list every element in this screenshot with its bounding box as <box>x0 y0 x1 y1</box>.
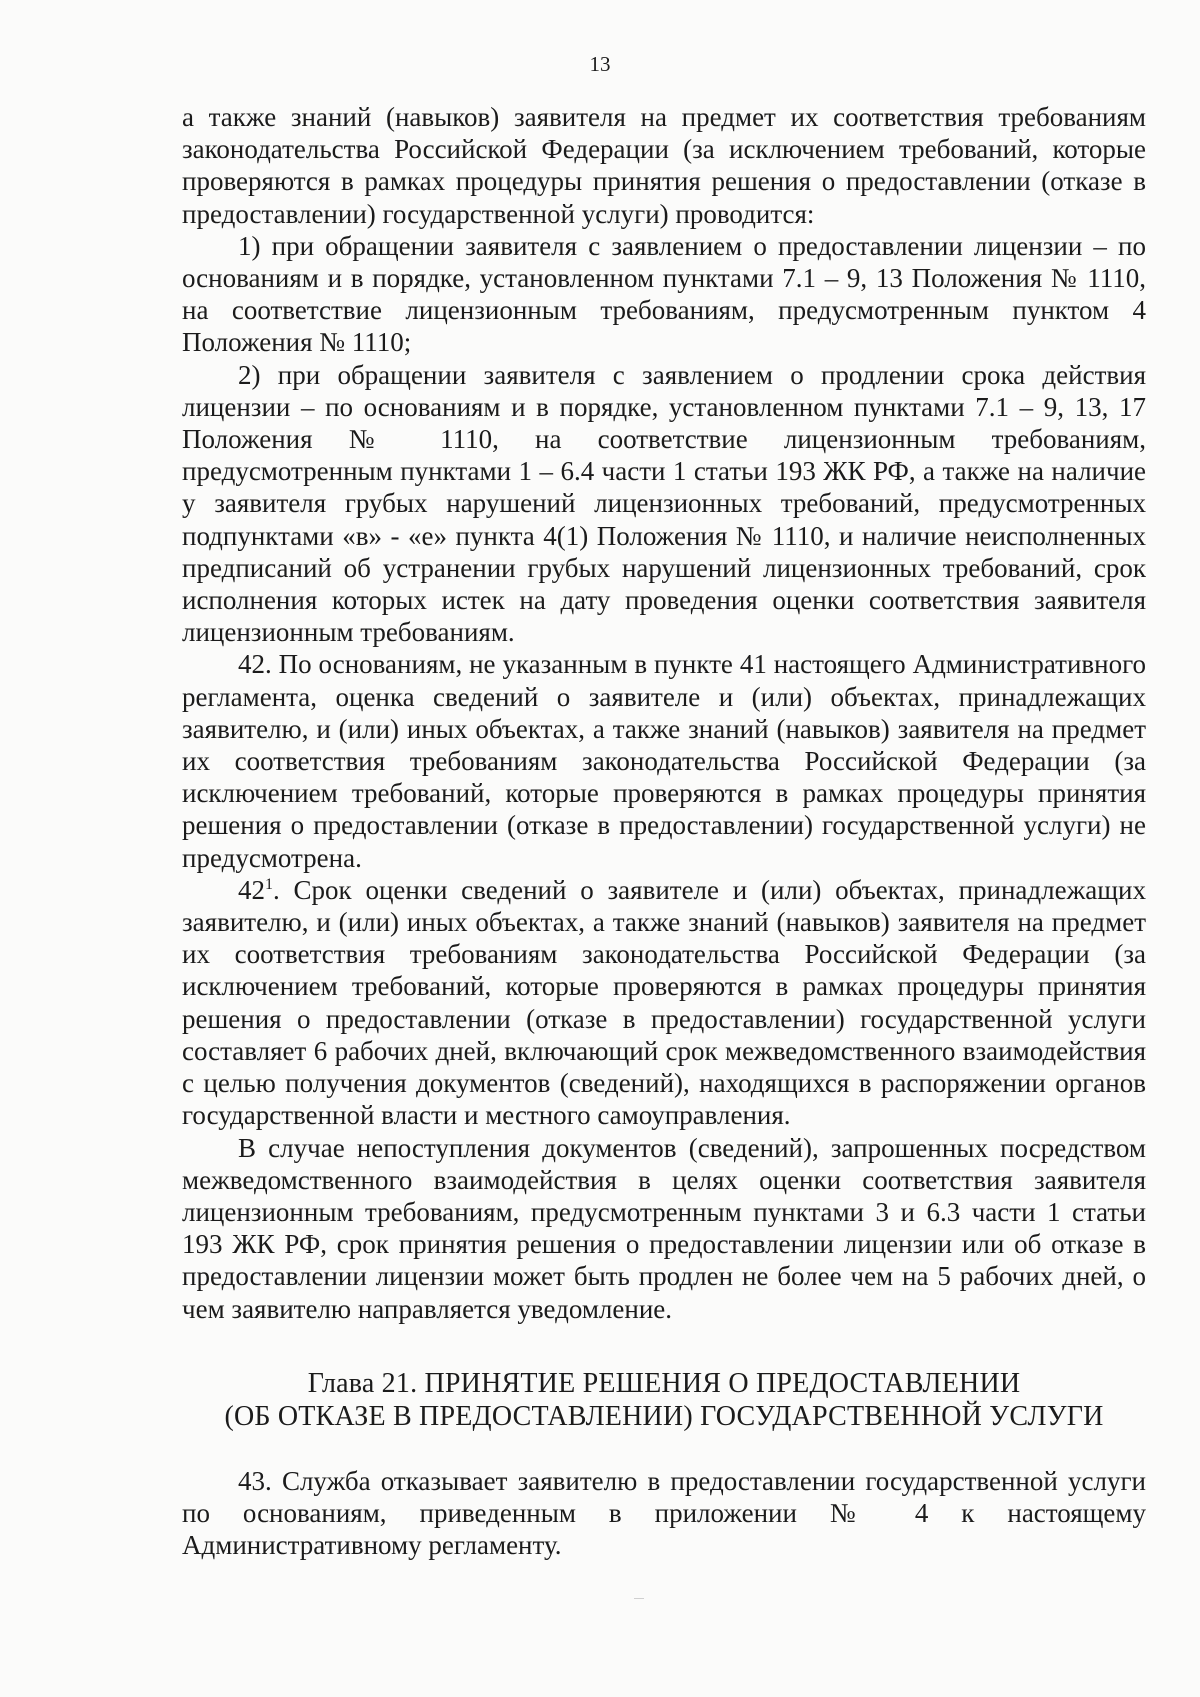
paragraph-42: 42. По основаниям, не указанным в пункте 41 настоящего Административного регламента, оценка сведений о заявителе и (или) объектах, принадлежащих заявителю, и (или) иных объектах, а также знаний (навыков) заявителя на предмет их соответствия требованиям законодательства Российской Федерации (за исключением требований, которые проверяются в рамках процедуры принятия решения о предоставлении (отказе в предоставлении) государственной услуги) не предусмотрена. <box>182 649 1146 873</box>
paragraph-42-1 <box>182 874 1146 1132</box>
chapter-heading <box>182 1367 1146 1433</box>
paragraph-42-1-number: 42 <box>238 874 265 905</box>
page-number: 13 <box>589 52 611 76</box>
chapter-heading-line-2: (ОБ ОТКАЗЕ В ПРЕДОСТАВЛЕНИИ) ГОСУДАРСТВЕННОЙ УСЛУГИ <box>224 1400 1104 1432</box>
scan-mark <box>634 1598 644 1599</box>
paragraph-42-1-superscript: 1 <box>265 875 273 893</box>
document-body <box>182 101 1146 1561</box>
paragraph-continuation: а также знаний (навыков) заявителя на предмет их соответствия требованиям законодательства Российской Федерации (за исключением требований, которые проверяются в рамках процедуры принятия решения о предоставлении (отказе в предоставлении) государственной услуги) проводится: <box>182 102 1146 229</box>
paragraph-42-1-text: . Срок оценки сведений о заявителе и (или) объектах, принадлежащих заявителю, и (или) иных объектах, а также знаний (навыков) заявителя на предмет их соответствия требованиям законодательства Российской Федерации (за исключением требований, которые проверяются в рамках процедуры принятия решения о предоставлении (отказе в предоставлении) государственной услуги составляет 6 рабочих дней, включающий срок межведомственного взаимодействия с целью получения документов (сведений), находящихся в распоряжении органов государственной власти и местного самоуправления. <box>182 874 1146 1131</box>
chapter-heading-line-1: Глава 21. ПРИНЯТИЕ РЕШЕНИЯ О ПРЕДОСТАВЛЕНИИ <box>307 1367 1021 1399</box>
paragraph-item-1: 1) при обращении заявителя с заявлением о предоставлении лицензии – по основаниям и в порядке, установленном пунктами 7.1 – 9, 13 Положения № 1110, на соответствие лицензионным требованиям, предусмотренным пунктом 4 Положения № 1110; <box>182 230 1146 358</box>
paragraph-43: 43. Служба отказывает заявителю в предоставлении государственной услуги по основаниям, приведенным в приложении № 4 к настоящему Административному регламенту. <box>182 1465 1146 1561</box>
paragraph-item-2: 2) при обращении заявителя с заявлением о продлении срока действия лицензии – по основаниям и в порядке, установленном пунктами 7.1 – 9, 13, 17 Положения № 1110, на соответствие лицензионным требованиям, предусмотренным пунктами 1 – 6.4 части 1 статьи 193 ЖК РФ, а также на наличие у заявителя грубых нарушений лицензионных требований, предусмотренных подпунктами «в» - «е» пункта 4(1) Положения № 1110, и наличие неисполненных предписаний об устранении грубых нарушений лицензионных требований, срок исполнения которых истек на дату проведения оценки соответствия заявителя лицензионным требованиям. <box>182 359 1146 648</box>
paragraph-case: В случае непоступления документов (сведений), запрошенных посредством межведомственного взаимодействия в целях оценки соответствия заявителя лицензионным требованиям, предусмотренным пунктами 3 и 6.3 части 1 статьи 193 ЖК РФ, срок принятия решения о предоставлении лицензии или об отказе в предоставлении лицензии может быть продлен не более чем на 5 рабочих дней, о чем заявителю направляется уведомление. <box>182 1132 1146 1324</box>
